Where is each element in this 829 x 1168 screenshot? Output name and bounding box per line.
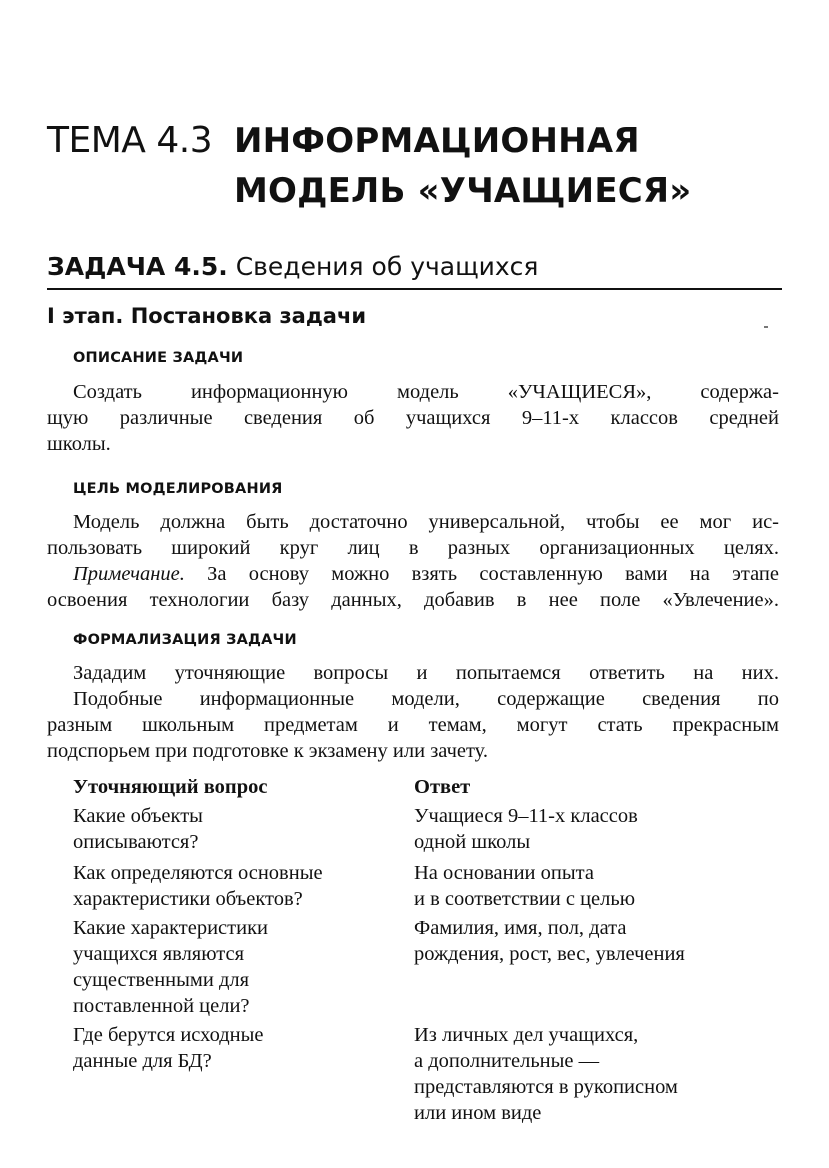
- cell-line: Как определяются основные: [73, 862, 323, 884]
- cell-line: представляются в рукописном: [414, 1076, 678, 1098]
- cell-line: а дополнительные —: [414, 1050, 600, 1072]
- description-heading: ОПИСАНИЕ ЗАДАЧИ: [73, 350, 244, 366]
- question-cell: [73, 915, 268, 1019]
- task-heading: [47, 250, 782, 290]
- text-line: Создать информационную модель «УЧАЩИЕСЯ», содержа-: [73, 381, 779, 403]
- task-label: ЗАДАЧА 4.5.: [47, 252, 228, 281]
- cell-line: данные для БД?: [73, 1050, 212, 1072]
- column-header-question: Уточняющий вопрос: [73, 776, 268, 798]
- answer-cell: [414, 1022, 678, 1126]
- text-line: Подобные информационные модели, содержащие сведения по: [73, 688, 779, 710]
- column-header-answer: Ответ: [414, 776, 471, 798]
- cell-line: и в соответствии с целью: [414, 888, 636, 910]
- text-line: подспорьем при подготовке к экзамену или зачету.: [47, 740, 489, 762]
- note-text: За основу можно взять составленную вами на этапе: [184, 563, 779, 585]
- text-line: Модель должна быть достаточно универсальной, чтобы ее мог ис-: [73, 511, 779, 533]
- cell-line: Где берутся исходные: [73, 1024, 264, 1046]
- formalization-heading: ФОРМАЛИЗАЦИЯ ЗАДАЧИ: [73, 632, 297, 648]
- answer-cell: [414, 803, 638, 855]
- note-line: [47, 561, 779, 587]
- cell-line: характеристики объектов?: [73, 888, 303, 910]
- goal-heading: ЦЕЛЬ МОДЕЛИРОВАНИЯ: [73, 481, 283, 497]
- topic-title-line: МОДЕЛЬ «УЧАЩИЕСЯ»: [234, 171, 692, 211]
- goal-paragraph: [47, 509, 779, 613]
- text-line: Зададим уточняющие вопросы и попытаемся ответить на них.: [73, 662, 779, 684]
- cell-line: На основании опыта: [414, 862, 594, 884]
- print-speck: [764, 326, 768, 328]
- cell-line: Какие объекты: [73, 805, 203, 827]
- cell-line: одной школы: [414, 831, 531, 853]
- answer-cell: [414, 915, 685, 967]
- cell-line: поставленной цели?: [73, 995, 250, 1017]
- topic-title: [234, 116, 691, 216]
- cell-line: Из личных дел учащихся,: [414, 1024, 639, 1046]
- answer-cell: [414, 860, 635, 912]
- text-line: щую различные сведения об учащихся 9–11-х классов средней: [47, 407, 779, 429]
- task-title: Сведения об учащихся: [235, 252, 539, 281]
- text-line: школы.: [47, 433, 111, 455]
- note-label: Примечание.: [73, 563, 185, 585]
- cell-line: существенными для: [73, 969, 250, 991]
- cell-line: учащихся являются: [73, 943, 245, 965]
- question-cell: [73, 860, 323, 912]
- description-paragraph: [47, 379, 779, 457]
- topic-number: ТЕМА 4.3: [47, 120, 213, 161]
- stage-title: I этап. Постановка задачи: [47, 304, 367, 328]
- question-cell: [73, 803, 203, 855]
- cell-line: Учащиеся 9–11-х классов: [414, 805, 638, 827]
- cell-line: Фамилия, имя, пол, дата: [414, 917, 627, 939]
- cell-line: рождения, рост, вес, увлечения: [414, 943, 685, 965]
- text-line: разным школьным предметам и темам, могут стать прекрасным: [47, 714, 779, 736]
- cell-line: описываются?: [73, 831, 199, 853]
- cell-line: Какие характеристики: [73, 917, 269, 939]
- note-line: освоения технологии базу данных, добавив в нее поле «Увлечение».: [47, 589, 779, 611]
- topic-title-line: ИНФОРМАЦИОННАЯ: [234, 121, 640, 161]
- text-line: пользовать широкий круг лиц в разных организационных целях.: [47, 537, 779, 559]
- cell-line: или ином виде: [414, 1102, 542, 1124]
- formalization-paragraph: [47, 660, 779, 764]
- question-cell: [73, 1022, 264, 1074]
